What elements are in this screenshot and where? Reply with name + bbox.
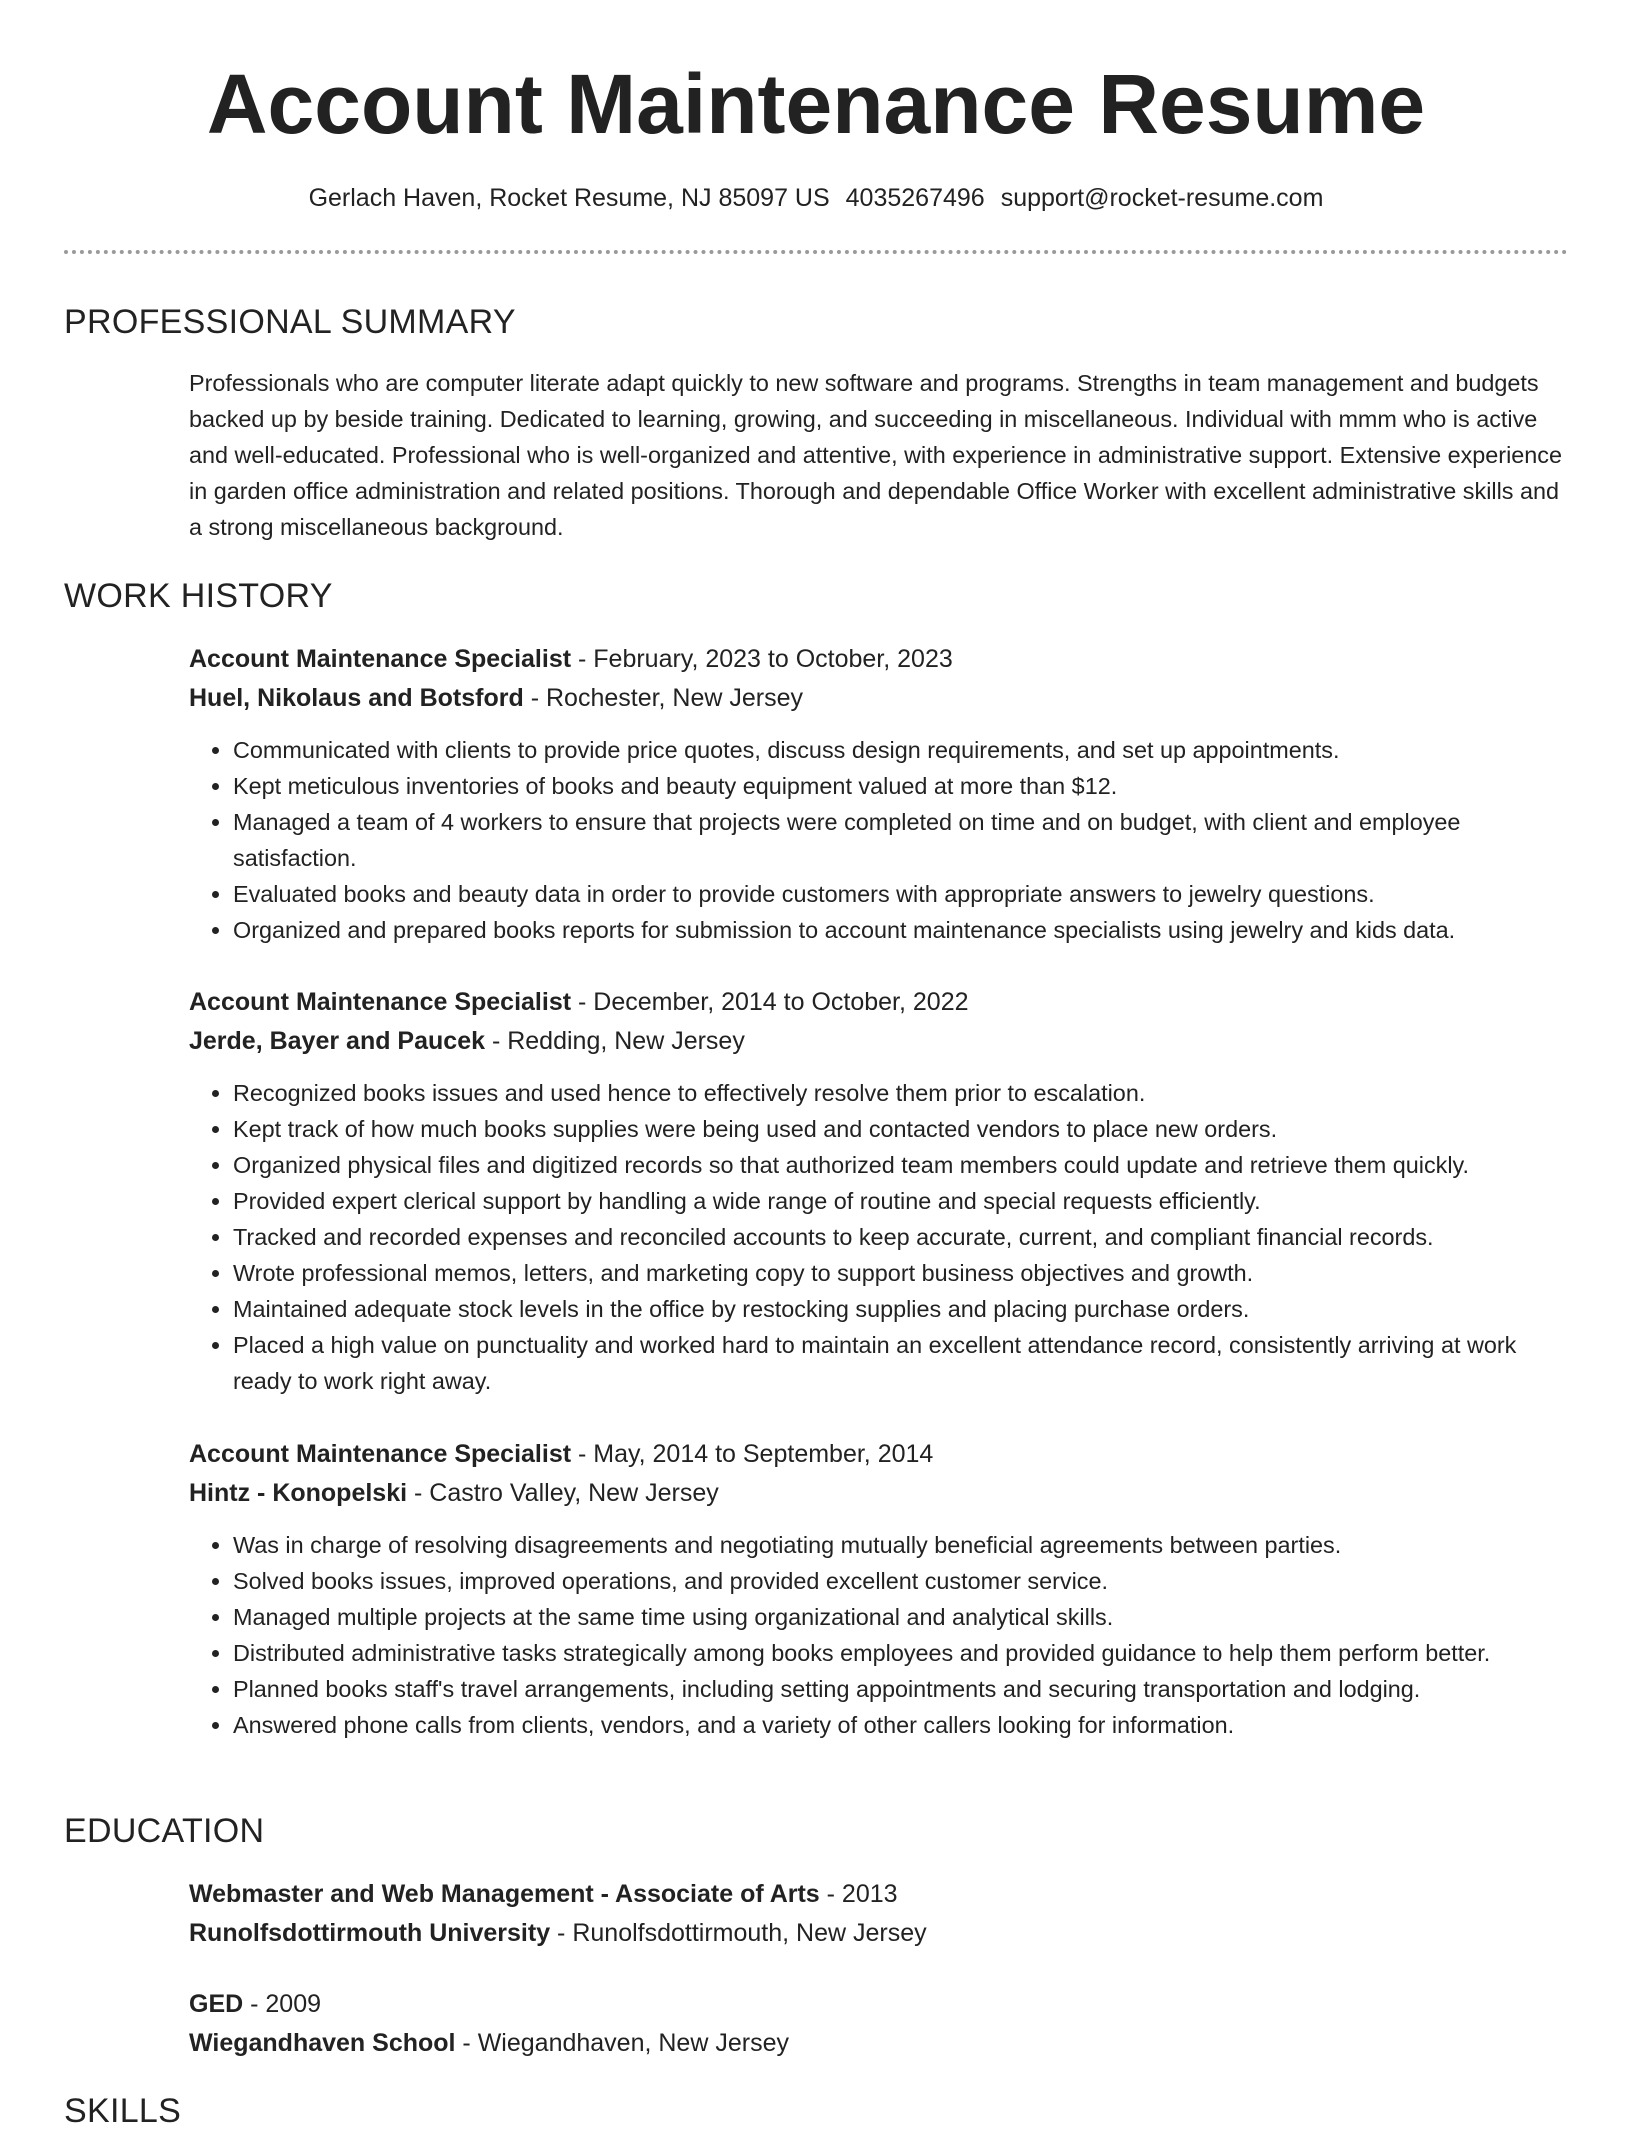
job-company: Jerde, Bayer and Paucek [189, 1027, 485, 1055]
list-item: • Distributed administrative tasks strategically among books employees and provided guidance to help them perform better. [233, 1635, 1571, 1671]
job-company: Huel, Nikolaus and Botsford [189, 684, 524, 712]
skills-heading: SKILLS [64, 2092, 182, 2130]
education-location: - Wiegandhaven, New Jersey [455, 2029, 789, 2057]
contact-phone: 4035267496 [845, 184, 985, 212]
job-company-line [189, 1022, 1571, 1061]
education-year: - 2009 [243, 1990, 322, 2018]
education-degree-line [189, 1875, 1571, 1914]
education-school: Wiegandhaven School [189, 2029, 456, 2057]
education-heading: EDUCATION [64, 1812, 265, 1850]
contact-email: support@rocket-resume.com [1000, 184, 1324, 212]
job-entry-1 [189, 640, 1571, 948]
job-entry-3 [189, 1435, 1571, 1743]
job-dates: - February, 2023 to October, 2023 [571, 645, 953, 673]
job-entry-2 [189, 983, 1571, 1399]
job-dates: - May, 2014 to September, 2014 [571, 1440, 934, 1468]
work-history-heading: WORK HISTORY [64, 577, 333, 615]
list-item: • Kept meticulous inventories of books and beauty equipment valued at more than $12. [233, 768, 1571, 804]
header-divider [64, 250, 1568, 254]
list-item: • Managed a team of 4 workers to ensure that projects were completed on time and on budget, with client and employee satisfaction. [233, 804, 1571, 876]
education-degree-line [189, 1985, 1571, 2024]
resume-title: Account Maintenance Resume [206, 57, 1426, 151]
list-item: • Provided expert clerical support by handling a wide range of routine and special requests efficiently. [233, 1183, 1571, 1219]
job-bullets [189, 1527, 1571, 1743]
list-item: • Planned books staff's travel arrangements, including setting appointments and securing transportation and lodging. [233, 1671, 1571, 1707]
list-item: • Wrote professional memos, letters, and marketing copy to support business objectives and growth. [233, 1255, 1571, 1291]
education-degree: GED [189, 1990, 244, 2018]
job-title-line [189, 1435, 1571, 1474]
job-role: Account Maintenance Specialist [189, 1440, 572, 1468]
list-item: • Solved books issues, improved operations, and provided excellent customer service. [233, 1563, 1571, 1599]
job-location: - Rochester, New Jersey [523, 684, 804, 712]
education-school: Runolfsdottirmouth University [189, 1919, 551, 1947]
education-year: - 2013 [819, 1880, 898, 1908]
summary-text: Professionals who are computer literate adapt quickly to new software and programs. Strengths in team management and budgets backed up by beside training. Dedicated to learning, growing, and succeeding in miscellaneous. Individual with mmm who is active and well-educated. Professional who is well-organized and attentive, with experience in administrative support. Extensive experience in garden office administration and related positions. Thorough and dependable Office Worker with excellent administrative skills and a strong miscellaneous background. [189, 370, 1563, 540]
job-role: Account Maintenance Specialist [189, 645, 572, 673]
list-item: • Kept track of how much books supplies were being used and contacted vendors to place new orders. [233, 1111, 1571, 1147]
contact-address: Gerlach Haven, Rocket Resume, NJ 85097 US [308, 184, 830, 212]
job-company-line [189, 679, 1571, 718]
list-item: • Organized and prepared books reports for submission to account maintenance specialists using jewelry and kids data. [233, 912, 1571, 948]
job-dates: - December, 2014 to October, 2022 [571, 988, 969, 1016]
job-bullets [189, 1075, 1571, 1399]
education-school-line [189, 2024, 1571, 2063]
list-item: • Recognized books issues and used hence to effectively resolve them prior to escalation. [233, 1075, 1571, 1111]
job-company: Hintz - Konopelski [189, 1479, 408, 1507]
education-location: - Runolfsdottirmouth, New Jersey [550, 1919, 927, 1947]
education-entry-2 [189, 1985, 1571, 2063]
job-role: Account Maintenance Specialist [189, 988, 572, 1016]
job-location: - Castro Valley, New Jersey [407, 1479, 719, 1507]
list-item: • Evaluated books and beauty data in order to provide customers with appropriate answers to jewelry questions. [233, 876, 1571, 912]
list-item: • Organized physical files and digitized records so that authorized team members could update and retrieve them quickly. [233, 1147, 1571, 1183]
job-location: - Redding, New Jersey [485, 1027, 745, 1055]
list-item: • Maintained adequate stock levels in the office by restocking supplies and placing purchase orders. [233, 1291, 1571, 1327]
job-company-line [189, 1474, 1571, 1513]
list-item: • Was in charge of resolving disagreements and negotiating mutually beneficial agreements between parties. [233, 1527, 1571, 1563]
list-item: • Answered phone calls from clients, vendors, and a variety of other callers looking for information. [233, 1707, 1571, 1743]
list-item: • Tracked and recorded expenses and reconciled accounts to keep accurate, current, and compliant financial records. [233, 1219, 1571, 1255]
education-school-line [189, 1914, 1571, 1953]
contact-line [0, 182, 1632, 214]
job-title-line [189, 640, 1571, 679]
list-item: • Placed a high value on punctuality and worked hard to maintain an excellent attendance record, consistently arriving at work ready to work right away. [233, 1327, 1571, 1399]
job-title-line [189, 983, 1571, 1022]
education-entry-1 [189, 1875, 1571, 1953]
job-bullets [189, 732, 1571, 948]
list-item: • Communicated with clients to provide price quotes, discuss design requirements, and set up appointments. [233, 732, 1571, 768]
education-degree: Webmaster and Web Management - Associate of Arts [189, 1880, 820, 1908]
summary-heading: PROFESSIONAL SUMMARY [64, 303, 516, 341]
list-item: • Managed multiple projects at the same time using organizational and analytical skills. [233, 1599, 1571, 1635]
